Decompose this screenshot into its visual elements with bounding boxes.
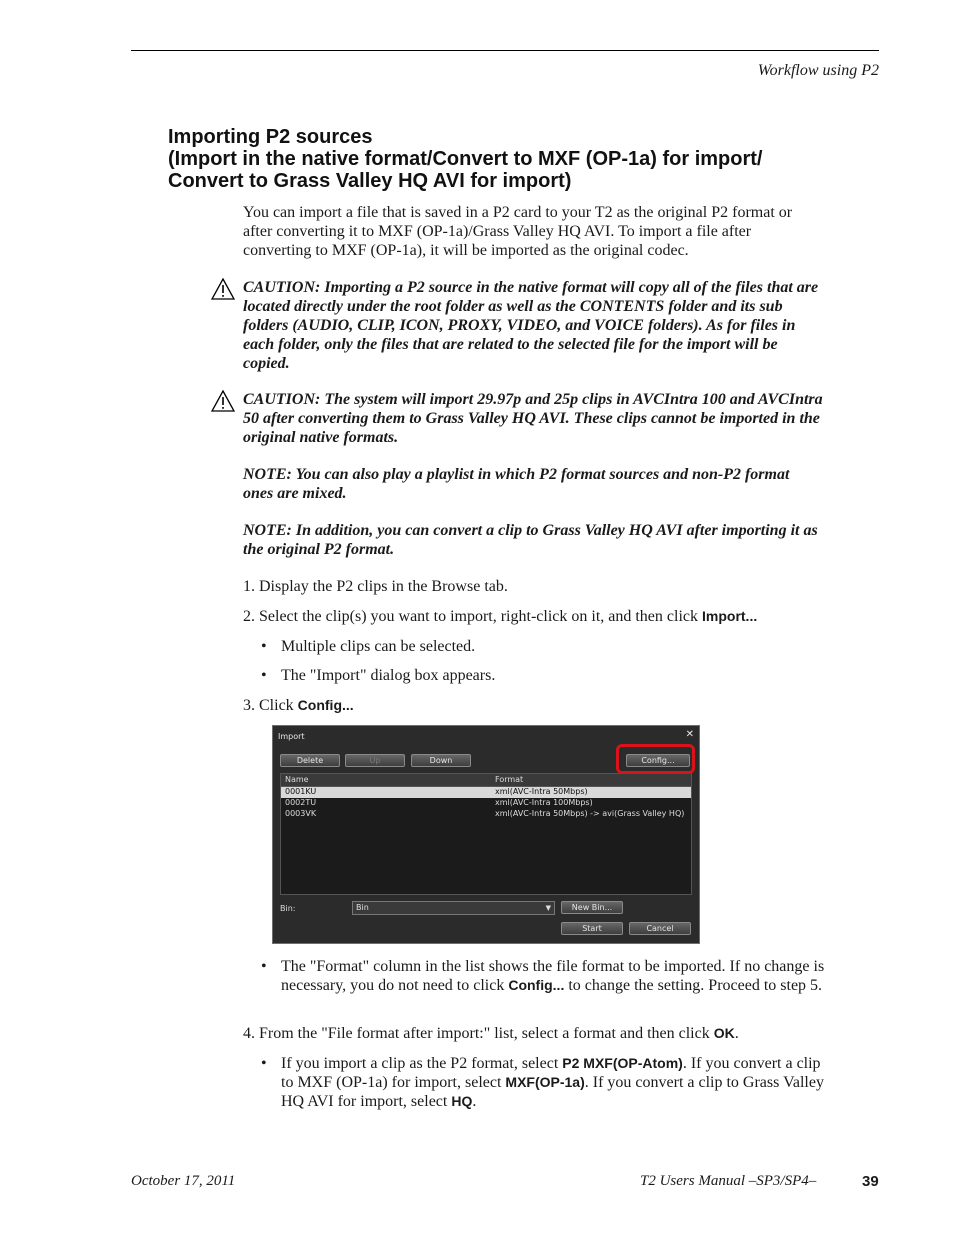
bullet-format-choices bbox=[281, 1054, 826, 1111]
bin-dropdown[interactable] bbox=[352, 901, 555, 915]
close-icon[interactable]: ✕ bbox=[685, 729, 694, 740]
step-number: 4. bbox=[243, 1025, 255, 1042]
step-4 bbox=[243, 1024, 823, 1043]
cancel-button[interactable]: Cancel bbox=[629, 922, 691, 935]
row-format: xml(AVC-Intra 50Mbps) -> avi(Grass Valley HQ) bbox=[495, 809, 685, 818]
bullet-text-part: The "Format" column in the list shows the file format to be imported. If no change is necessary, you do not need to click bbox=[281, 958, 825, 994]
heading-line-1: Importing P2 sources bbox=[168, 126, 373, 148]
list-header bbox=[281, 774, 691, 787]
row-name: 0001KU bbox=[285, 787, 317, 796]
table-row[interactable] bbox=[281, 798, 691, 809]
step-number: 2. bbox=[243, 608, 255, 625]
intro-paragraph: You can import a file that is saved in a P2 card to your T2 as the original P2 format or after converting it to MXF (OP-1a)/Grass Valley HQ AVI. To import a file after converting to MXF (OP-1a), it will be imported as the original codec. bbox=[243, 204, 793, 259]
ui-term-p2-mxf: P2 MXF(OP-Atom) bbox=[562, 1055, 683, 1071]
bullet-text-part: to change the setting. Proceed to step 5. bbox=[564, 977, 823, 994]
heading-line-2: (Import in the native format/Convert to MXF (OP-1a) for import/ bbox=[168, 148, 763, 170]
step-text: Click bbox=[259, 697, 298, 714]
running-header: Workflow using P2 bbox=[757, 62, 879, 79]
bullet-multiple-clips: Multiple clips can be selected. bbox=[281, 638, 476, 655]
caution-icon bbox=[211, 390, 235, 412]
bullet-dialog-appears: The "Import" dialog box appears. bbox=[281, 667, 496, 684]
bin-label: Bin: bbox=[280, 904, 296, 913]
row-name: 0003VK bbox=[285, 809, 317, 818]
bullet-glyph: • bbox=[261, 1055, 267, 1072]
up-button[interactable]: Up bbox=[345, 754, 405, 767]
note-2: NOTE: In addition, you can convert a clip to Grass Valley HQ AVI after importing it as the original P2 format. bbox=[243, 522, 818, 558]
row-format: xml(AVC-Intra 50Mbps) bbox=[495, 787, 588, 796]
ui-term-hq: HQ bbox=[451, 1093, 473, 1109]
delete-button[interactable]: Delete bbox=[280, 754, 340, 767]
ui-term-mxf-op1a: MXF(OP-1a) bbox=[505, 1074, 585, 1090]
bullet-glyph: • bbox=[261, 667, 267, 684]
step-text: Display the P2 clips in the Browse tab. bbox=[259, 578, 508, 595]
step-1 bbox=[243, 577, 823, 596]
config-highlight-ring bbox=[616, 744, 695, 774]
step-text-end: . bbox=[734, 1025, 739, 1042]
bullet-text-part: . If you convert a clip to MXF (OP-1a) for import, select bbox=[281, 1055, 821, 1091]
step-3 bbox=[243, 696, 823, 715]
bin-value: Bin bbox=[356, 903, 369, 912]
chevron-down-icon: ▼ bbox=[545, 904, 551, 912]
table-row[interactable] bbox=[281, 809, 691, 820]
section-heading bbox=[168, 126, 868, 192]
start-button[interactable]: Start bbox=[561, 922, 623, 935]
column-format[interactable]: Format bbox=[495, 775, 524, 784]
caution-note-2: CAUTION: The system will import 29.97p and 25p clips in AVCIntra 100 and AVCIntra 50 after converting them to Grass Valley HQ AVI. These clips cannot be imported in the original native formats. bbox=[243, 391, 823, 446]
header-rule bbox=[131, 50, 879, 51]
table-row[interactable] bbox=[281, 787, 691, 798]
config-button[interactable]: Config... bbox=[626, 754, 690, 767]
step-number: 1. bbox=[243, 578, 255, 595]
caution-icon bbox=[211, 278, 235, 300]
note-1: NOTE: You can also play a playlist in which P2 format sources and non-P2 format ones are mixed. bbox=[243, 466, 790, 502]
bullet-text-part: . bbox=[472, 1093, 477, 1110]
step-number: 3. bbox=[243, 697, 255, 714]
heading-line-3: Convert to Grass Valley HQ AVI for import) bbox=[168, 170, 572, 192]
down-button[interactable]: Down bbox=[411, 754, 471, 767]
step-text: From the "File format after import:" list, select a format and then click bbox=[259, 1025, 714, 1042]
step-2 bbox=[243, 607, 823, 626]
bullet-text-part: If you import a clip as the P2 format, select bbox=[281, 1055, 563, 1072]
row-format: xml(AVC-Intra 100Mbps) bbox=[495, 798, 593, 807]
ui-term-config: Config... bbox=[297, 697, 354, 713]
ui-term-config: Config... bbox=[508, 977, 565, 993]
clip-list bbox=[280, 773, 692, 895]
page-number: 39 bbox=[862, 1173, 879, 1190]
new-bin-button[interactable]: New Bin... bbox=[561, 901, 623, 914]
ui-term-import: Import... bbox=[702, 608, 758, 624]
footer-manual-title: T2 Users Manual –SP3/SP4– bbox=[640, 1173, 817, 1189]
ui-term-ok: OK bbox=[713, 1025, 735, 1041]
bullet-text-part: . If you convert a clip to Grass Valley HQ AVI for import, select bbox=[281, 1074, 824, 1110]
bullet-format-column bbox=[281, 957, 826, 995]
dialog-title: Import bbox=[278, 732, 305, 741]
caution-note-1: CAUTION: Importing a P2 source in the native format will copy all of the files that are located directly under the root folder as well as the CONTENTS folder and its sub folders (AUDIO, CLIP, ICON, PROXY, VIDEO, and VOICE folders). As for files in each folder, only the files that are related to the selected file for the import will be copied. bbox=[243, 279, 819, 372]
step-text: Select the clip(s) you want to import, right-click on it, and then click bbox=[259, 608, 702, 625]
column-name[interactable]: Name bbox=[285, 775, 309, 784]
bullet-glyph: • bbox=[261, 958, 267, 975]
bullet-glyph: • bbox=[261, 638, 267, 655]
row-name: 0002TU bbox=[285, 798, 317, 807]
footer-date: October 17, 2011 bbox=[131, 1173, 236, 1189]
